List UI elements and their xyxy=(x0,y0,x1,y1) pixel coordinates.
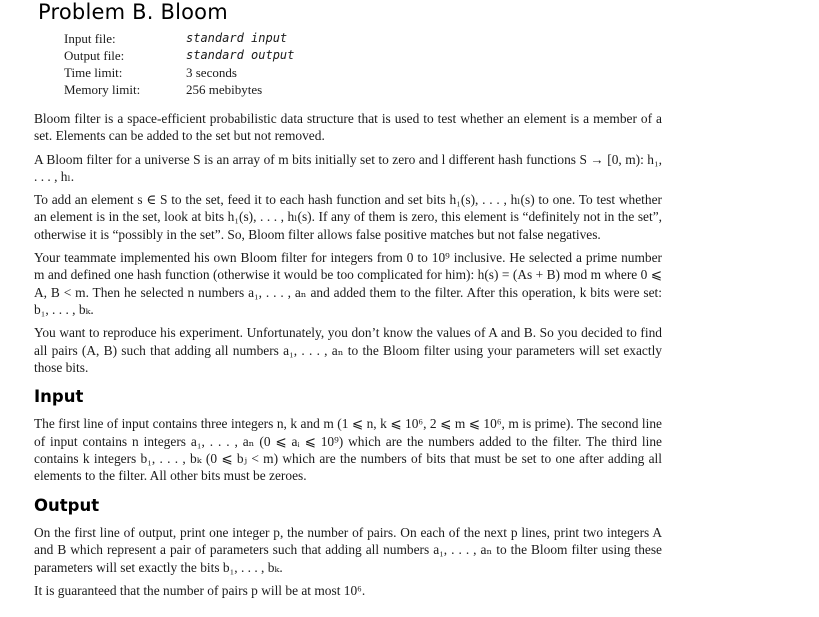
statement-paragraph: You want to reproduce his experiment. Unfortunately, you don’t know the values of A and B. So you decided to find all pairs (A, B) such that adding all numbers a₁, . . . , aₙ to the Bloom filter using your parameters will set exactly those bits. xyxy=(34,325,662,375)
limit-label: Time limit: xyxy=(64,65,123,80)
limit-value: standard output xyxy=(186,48,295,62)
output-paragraph: It is guaranteed that the number of pairs p will be at most 10⁶. xyxy=(34,582,366,598)
limit-label: Memory limit: xyxy=(64,82,141,97)
limit-label: Output file: xyxy=(64,48,125,63)
statement-paragraph: A Bloom filter for a universe S is an array of m bits initially set to zero and l different hash functions S → [0, m): h₁, . . . , hₗ. xyxy=(34,151,662,184)
problem-title: Problem B. Bloom xyxy=(38,0,228,24)
statement-paragraph: To add an element s ∈ S to the set, feed it to each hash function and set bits h₁(s), . . . , hₗ(s) to one. To test whether an element is in the set, look at bits h₁(s), . . . , hₗ(s). If any of them is zero, this element is “definitely not in the set”, otherwise it is “possibly in the set”. So, Bloom filter allows false positive matches but not false negatives. xyxy=(34,192,662,242)
limits-row xyxy=(64,81,294,98)
input-paragraph: The first line of input contains three integers n, k and m (1 ⩽ n, k ⩽ 10⁶, 2 ⩽ m ⩽ 10⁶, m is prime). The second line of input contains n integers a₁, . . . , aₙ (0 ⩽ aᵢ ⩽ 10⁹) which are the numbers added to the filter. The third line contains k integers b₁, . . . , bₖ (0 ⩽ bⱼ < m) which are the numbers of bits that must be set to one after adding all elements to the filter. All other bits must be zeroes. xyxy=(34,416,662,484)
output-paragraph: On the first line of output, print one integer p, the number of pairs. On each of the next p lines, print two integers A and B which represent a pair of parameters such that adding all numbers a₁, . . . , aₙ to the Bloom filter using these parameters will set exactly the bits b₁, . . . , bₖ. xyxy=(34,524,662,575)
limit-label: Input file: xyxy=(64,31,116,46)
limit-value: standard input xyxy=(186,31,288,45)
input-heading: Input xyxy=(34,387,84,407)
limits-row xyxy=(64,47,294,64)
problem-statement xyxy=(34,110,662,605)
statement-paragraph: Your teammate implemented his own Bloom filter for integers from 0 to 10⁹ inclusive. He selected a prime number m and defined one hash function (otherwise it would be too complicated for him): h(s) = (As + B) mod m where 0 ⩽ A, B < m. Then he selected n numbers a₁, . . . , aₙ and added them to the filter. After this operation, k bits were set: b₁, . . . , bₖ. xyxy=(34,250,662,317)
limits-row xyxy=(64,30,294,47)
limits-table xyxy=(64,30,294,98)
statement-paragraph: Bloom filter is a space-efficient probabilistic data structure that is used to test whether an element is a member of a set. Elements can be added to the set but not removed. xyxy=(34,111,662,144)
limits-row xyxy=(64,64,294,81)
output-heading: Output xyxy=(34,495,100,515)
limit-value: 256 mebibytes xyxy=(186,82,263,97)
limit-value: 3 seconds xyxy=(186,65,237,80)
